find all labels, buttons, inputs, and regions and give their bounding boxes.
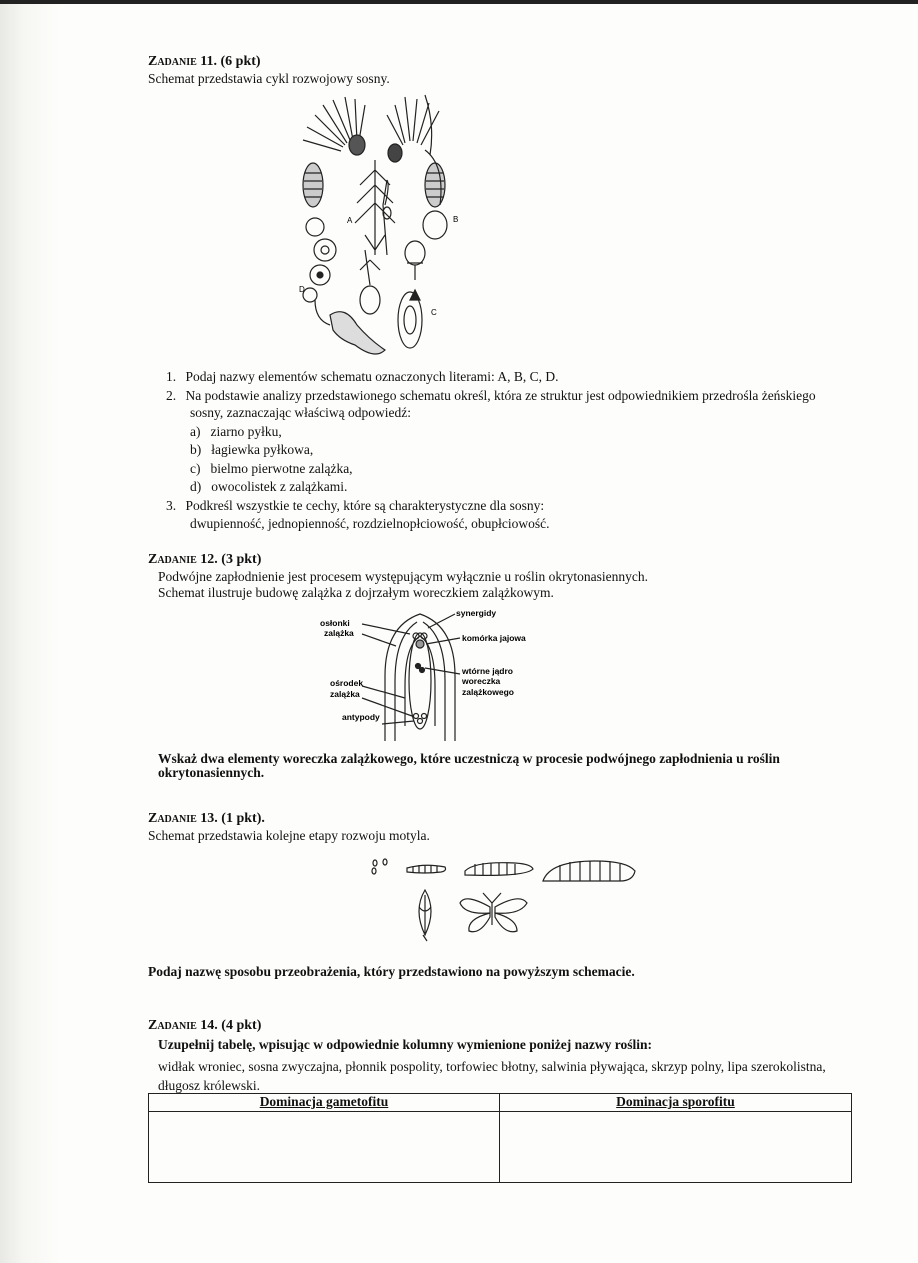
task-11-q1: 1. Podaj nazwy elementów schematu oznaczonych literami: A, B, C, D. (166, 369, 559, 384)
label-komorka-jajowa: komórka jajowa (462, 633, 526, 643)
answer-table (148, 1093, 852, 1183)
label-woreczka: woreczka (462, 676, 501, 686)
task-13-question: Podaj nazwę sposobu przeobrażenia, który przedstawiono na powyższym schemacie. (148, 964, 635, 979)
medium-larva-illustration (465, 863, 533, 876)
task-13-intro: Schemat przedstawia kolejne etapy rozwoju motyla. (148, 828, 430, 843)
task-14-plant-list: widłak wroniec, sosna zwyczajna, płonnik pospolity, torfowiec błotny, salwinia pływająca, skrzyp polny, lipa szerokolistna, długosz królewski. (158, 1059, 826, 1093)
eggs-illustration (372, 859, 387, 874)
option-c[interactable]: c) bielmo pierwotne zalążka, (190, 461, 353, 476)
ovule-diagram (320, 606, 560, 746)
column-header-sporophyte: Dominacja sporofitu (500, 1094, 852, 1112)
butterfly-illustration (460, 893, 527, 932)
label-zalazka-2: zalążka (330, 689, 360, 699)
pine-branch-left-illustration (303, 97, 365, 155)
column-header-gametophyte: Dominacja gametofitu (149, 1094, 500, 1112)
label-c: C (431, 308, 437, 317)
task-11-q3-features[interactable]: dwupienność, jednopienność, rozdzielnopłciowość, obupłciowość. (190, 516, 550, 531)
pupa-illustration (419, 890, 431, 941)
option-d[interactable]: d) owocolistek z zalążkami. (190, 479, 348, 494)
task-14-instruction: Uzupełnij tabelę, wpisując w odpowiednie kolumny wymienione poniżej nazwy roślin: (158, 1037, 653, 1052)
pine-life-cycle-diagram (295, 85, 465, 360)
task-11-q2: 2. Na podstawie analizy przedstawionego schematu określ, która ze struktur jest odpowiednikiem przedrośla żeńskiego (166, 388, 816, 403)
label-zalazka-1: zalążka (324, 628, 354, 638)
option-b[interactable]: b) łagiewka pyłkowa, (190, 442, 314, 457)
butterfly-development-diagram (365, 855, 645, 950)
answer-cell-gametophyte[interactable] (149, 1112, 500, 1183)
scan-border (0, 0, 918, 4)
task-12-intro-2: Schemat ilustruje budowę zalążka z dojrzałym woreczkiem zalążkowym. (158, 585, 554, 600)
label-wtorne-jadro: wtórne jądro (462, 666, 514, 676)
label-d: D (299, 285, 305, 294)
label-b: B (453, 215, 459, 224)
task-11-q3: 3. Podkreśl wszystkie te cechy, które są charakterystyczne dla sosny: (166, 498, 545, 513)
task-11-intro: Schemat przedstawia cykl rozwojowy sosny. (148, 71, 390, 86)
large-larva-illustration (543, 861, 635, 881)
label-a: A (347, 216, 353, 225)
label-antypody: antypody (342, 712, 380, 722)
label-synergidy: synergidy (456, 608, 497, 618)
option-a[interactable]: a) ziarno pyłku, (190, 424, 282, 439)
task-11-heading: Zadanie 11. (6 pkt) (148, 54, 261, 69)
label-oslonki: osłonki (320, 618, 350, 628)
task-13-heading: Zadanie 13. (1 pkt). (148, 811, 265, 826)
task-12-intro-1: Podwójne zapłodnienie jest procesem występującym wyłącznie u roślin okrytonasiennych. (158, 569, 648, 584)
task-12-heading: Zadanie 12. (3 pkt) (148, 552, 262, 567)
label-zalazkowego: zalążkowego (462, 687, 514, 697)
task-11-q2-cont: sosny, zaznaczając właściwą odpowiedź: (190, 405, 412, 420)
answer-cell-sporophyte[interactable] (500, 1112, 852, 1183)
task-14-heading: Zadanie 14. (4 pkt) (148, 1018, 262, 1033)
scan-edge (0, 0, 60, 1263)
small-larva-illustration (407, 865, 446, 873)
label-osrodek: ośrodek (330, 678, 364, 688)
task-12-question: Wskaż dwa elementy woreczka zalążkowego, które uczestniczą w procesie podwójnego zapłodnienia u roślin okrytonasiennych. (158, 751, 780, 780)
